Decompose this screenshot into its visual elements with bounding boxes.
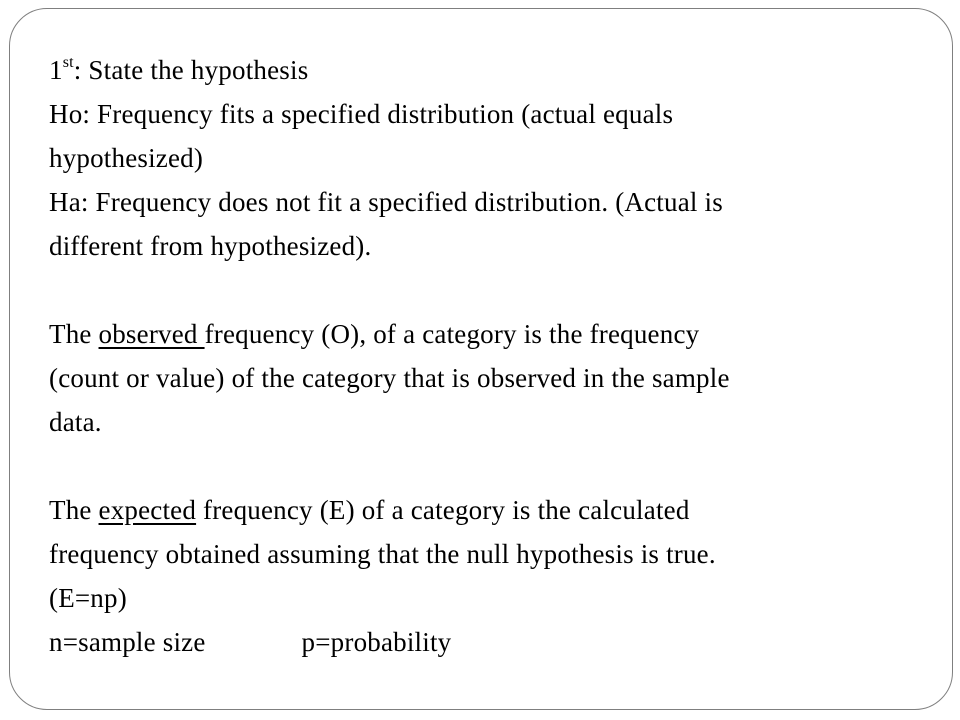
spacer — [49, 268, 919, 312]
step-superscript: st — [62, 54, 74, 71]
expected-line-1 — [49, 488, 919, 532]
expected-rest: frequency (E) of a category is the calculated — [196, 495, 690, 525]
slide-content — [49, 48, 919, 664]
observed-rest: frequency (O), of a category is the frequency — [204, 319, 700, 349]
expected-prefix: The — [49, 495, 99, 525]
expected-line-2: frequency obtained assuming that the null hypothesis is true. — [49, 539, 716, 569]
ho-line-2: hypothesized) — [49, 143, 204, 173]
definition-p: p=probability — [301, 627, 452, 657]
observed-line-1 — [49, 312, 919, 356]
ha-line-2: different from hypothesized). — [49, 231, 372, 261]
step-number: 1 — [49, 55, 63, 85]
observed-prefix: The — [49, 319, 99, 349]
ho-line-1: Ho: Frequency fits a specified distribution (actual equals — [49, 99, 674, 129]
observed-term: observed — [98, 319, 205, 349]
expected-formula: (E=np) — [49, 583, 127, 613]
step-text: : State the hypothesis — [73, 55, 309, 85]
definition-n: n=sample size — [49, 627, 206, 657]
observed-line-2: (count or value) of the category that is observed in the sample — [49, 363, 730, 393]
expected-term: expected — [98, 495, 197, 525]
spacer — [49, 444, 919, 488]
observed-line-3: data. — [49, 407, 102, 437]
ha-line-1: Ha: Frequency does not fit a specified distribution. (Actual is — [49, 187, 723, 217]
step-heading — [49, 48, 919, 92]
definitions-line — [49, 620, 919, 664]
